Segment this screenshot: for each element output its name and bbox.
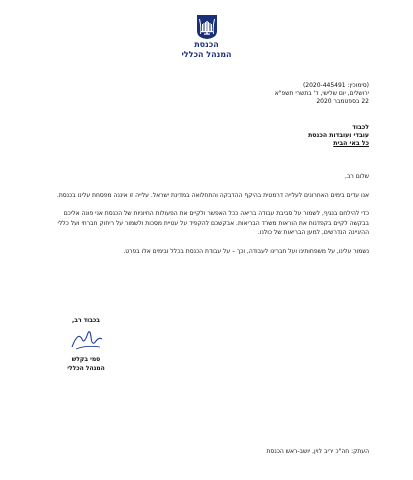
recipient-block xyxy=(308,124,369,148)
date-hebrew: ירושלים, יום שלישי, ד' בתשרי תשפ"א xyxy=(274,90,369,97)
closing: בכבוד רב, xyxy=(72,317,100,324)
letter-meta xyxy=(275,82,369,106)
reference-number: (סימוכין: 2020-445491) xyxy=(302,82,369,89)
letter-body xyxy=(44,172,369,266)
body-paragraph: כדי להילחם בנגיף, לשמור על סביבת עבודה בריאה ככל האפשר ולקיים את הפעולות החיוניות של הכנסת אני פונה אליכם בבקשה לקיים בקפדנות את הוראות משרד הבריאות. אבקשכם להקפיד על עטיית מסכות ולשמור על ריחוק חברתי ועל כללי ההיגיינה הנדרשים, למען הבריאות של כולנו. xyxy=(57,210,369,237)
handwritten-signature-icon xyxy=(66,327,106,353)
date-gregorian: 22 בספטמבר 2020 xyxy=(316,98,369,105)
signer-name: סמי בקלש xyxy=(71,356,101,363)
body-paragraph: אנו עדים בימים האחרונים לעלייה דרמטית בהיקף ההדבקה והתחלואה במדינת ישראל. עלייה זו איננה מפסחת עלינו בכנסת. xyxy=(56,191,369,199)
recipient-line-2: עובדי ועובדות הכנסת xyxy=(308,132,369,139)
recipient-line-3: כל באי הבית xyxy=(333,140,369,147)
knesset-emblem-icon xyxy=(196,14,218,40)
signer-title: המנהל הכללי xyxy=(67,365,105,372)
org-name: הכנסת xyxy=(194,40,219,49)
org-title: המנהל הכללי xyxy=(181,50,232,59)
letterhead xyxy=(0,14,413,60)
recipient-line-1: לכבוד xyxy=(352,124,369,131)
body-paragraph: נשמור עלינו, על משפחותינו ועל חברינו לעבודה, וכך – על עבודת הכנסת בכלל ובימים אלו בפרט. xyxy=(123,247,369,255)
cc-line: העתק: חה"כ יריב לוין, יושב-ראש הכנסת xyxy=(266,448,369,455)
greeting: שלום רב, xyxy=(345,173,369,180)
signature-block xyxy=(51,316,121,373)
